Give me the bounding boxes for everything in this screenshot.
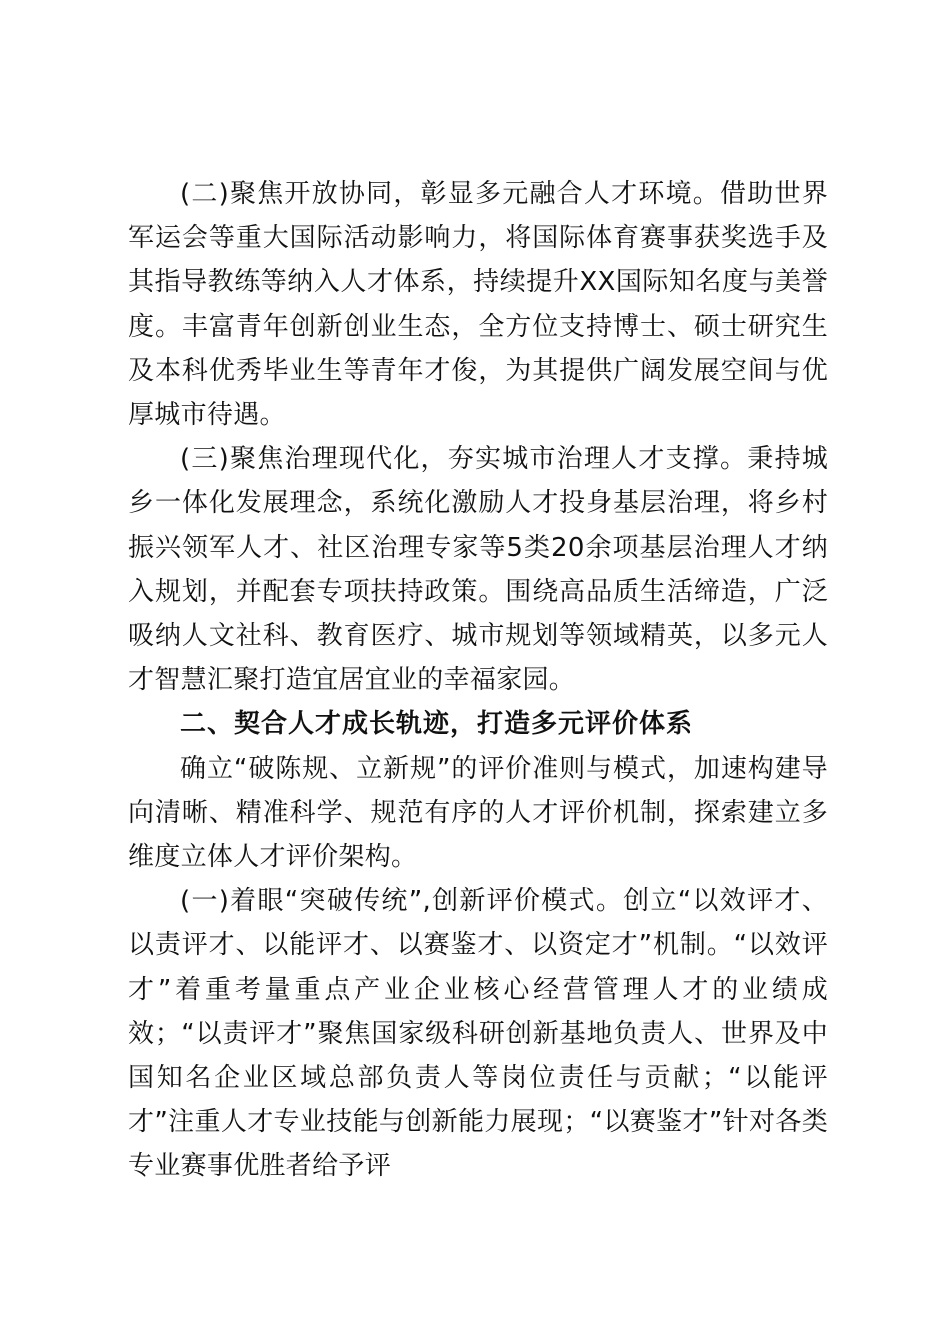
section-heading-evaluation-system: 二、契合人才成长轨迹，打造多元评价体系: [180, 709, 694, 740]
paragraph-open-collaboration: (二)聚焦开放协同，彰显多元融合人才环境。借助世界军运会等重大国际活动影响力，将国际体育赛事获奖选手及其指导教练等纳入人才体系，持续提升XX国际知名度与美誉度。丰富青年创新创业生态，全方位支持博士、硕士研究生及本科优秀毕业生等青年才俊，为其提供广阔发展空间与优厚城市待遇。: [128, 179, 828, 431]
paragraph-evaluation-principles: 确立“破陈规、立新规”的评价准则与模式，加速构建导向清晰、精准科学、规范有序的人才评价机制，探索建立多维度立体人才评价架构。: [128, 753, 828, 873]
paragraph-governance-modernization: (三)聚焦治理现代化，夯实城市治理人才支撑。秉持城乡一体化发展理念，系统化激励人才投身基层治理，将乡村振兴领军人才、社区治理专家等5类20余项基层治理人才纳入规划，并配套专项扶持政策。围绕高品质生活缔造，广泛吸纳人文社科、教育医疗、城市规划等领域精英，以多元人才智慧汇聚打造宜居宜业的幸福家园。: [128, 444, 828, 696]
document-body: [128, 172, 828, 1189]
paragraph-innovation-evaluation-mode: (一)着眼“突破传统”,创新评价模式。创立“以效评才、以责评才、以能评才、以赛鉴才、以资定才”机制。“以效评才”着重考量重点产业企业核心经营管理人才的业绩成效；“以责评才”聚焦国家级科研创新基地负责人、世界及中国知名企业区域总部负责人等岗位责任与贡献；“以能评才”注重人才专业技能与创新能力展现；“以赛鉴才”针对各类专业赛事优胜者给予评: [128, 886, 828, 1182]
